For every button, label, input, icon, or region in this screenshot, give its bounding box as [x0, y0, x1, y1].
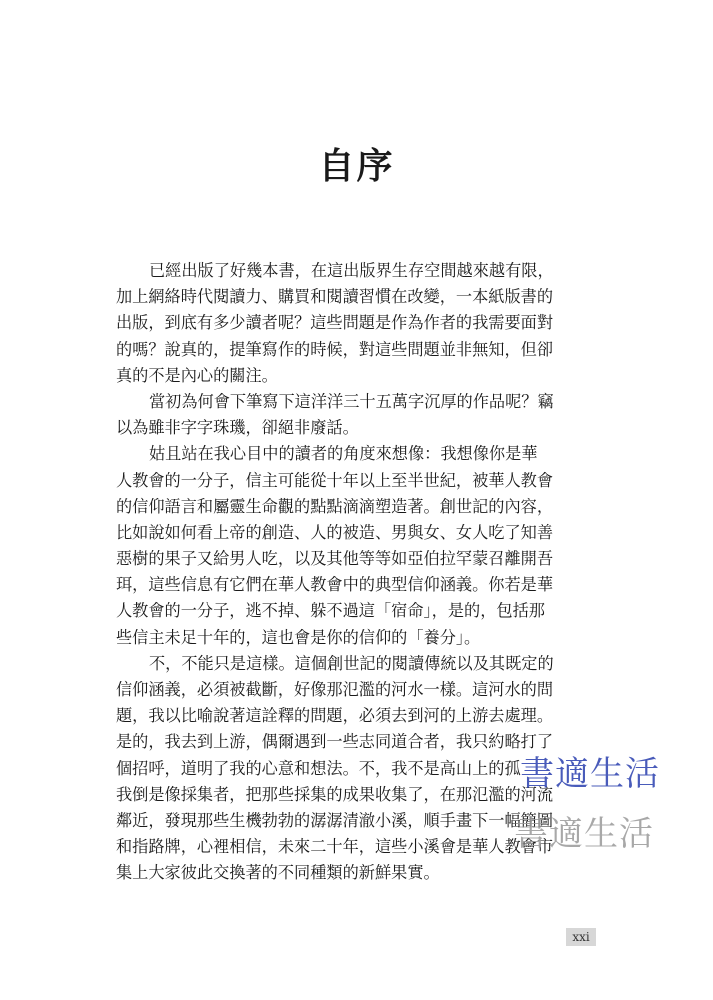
text-line: 信仰涵義，必須被截斷，好像那氾濫的河水一樣。這河水的問 — [116, 680, 554, 699]
text-line: 人教會的一分子，逃不掉、躲不過這「宿命」，是的，包括那 — [116, 601, 545, 621]
text-line: 加上網絡時代閱讀力、購買和閱讀習慣在改變，一本紙版書的 — [116, 287, 554, 307]
text-line: 題，我以比喻說著這詮釋的問題，必須去到河的上游去處理。 — [116, 706, 554, 726]
text-line: 比如說如何看上帝的創造、人的被造、男與女、女人吃了知善 — [116, 522, 554, 542]
text-line: 些信主未足十年的，這也會是你的信仰的「養分」。 — [116, 627, 481, 647]
text-line: 以為雖非字字珠璣，卻絕非廢話。 — [116, 418, 359, 438]
text-line: 個招呼，道明了我的心意和想法。不，我不是高山上的孤 — [116, 758, 521, 778]
text-line: 我倒是像採集者，把那些採集的成果收集了，在那氾濫的河流 — [116, 784, 554, 804]
text-line: 珥，這些信息有它們在華人教會中的典型信仰涵義。你若是華 — [116, 575, 554, 595]
text-line: 鄰近，發現那些生機勃勃的潺潺清澈小溪，順手畫下一幅簡圖 — [116, 810, 554, 830]
text-line: 真的不是內心的關注。 — [116, 365, 278, 385]
text-line: 人教會的一分子，信主可能從十年以上至半世紀，被華人教會 — [116, 470, 554, 490]
text-line: 惡樹的果子又給男人吃，以及其他等等如亞伯拉罕蒙召離開吾 — [116, 549, 554, 569]
text-line: 的信仰語言和屬靈生命觀的點點滴滴塑造著。創世記的內容， — [116, 496, 554, 516]
text-line: 不，不能只是這樣。這個創世記的閱讀傳統以及其既定的 — [149, 653, 554, 673]
watermark-gray: 書適生活 — [514, 814, 654, 854]
text-line: 和指路牌，心裡相信，未來二十年，這些小溪會是華人教會市 — [116, 837, 554, 857]
text-line: 當初為何會下筆寫下這洋洋三十五萬字沉厚的作品呢？竊 — [149, 391, 554, 411]
page-title: 自序 — [318, 146, 395, 187]
text-line: 是的，我去到上游，偶爾遇到一些志同道合者，我只約略打了 — [116, 732, 554, 752]
text-line: 集上大家彼此交換著的不同種類的新鮮果實。 — [116, 863, 440, 883]
text-line: 姑且站在我心目中的讀者的角度來想像：我想像你是華 — [149, 444, 538, 464]
watermark-blue: 書適生活 — [520, 754, 660, 794]
text-line: 已經出版了好幾本書，在這出版界生存空間越來越有限， — [149, 261, 554, 280]
text-line: 的嗎？說真的，提筆寫作的時候，對這些問題並非無知，但卻 — [116, 339, 554, 359]
page-number: xxi — [566, 928, 596, 946]
text-line: 出版，到底有多少讀者呢？這些問題是作為作者的我需要面對 — [116, 313, 554, 333]
